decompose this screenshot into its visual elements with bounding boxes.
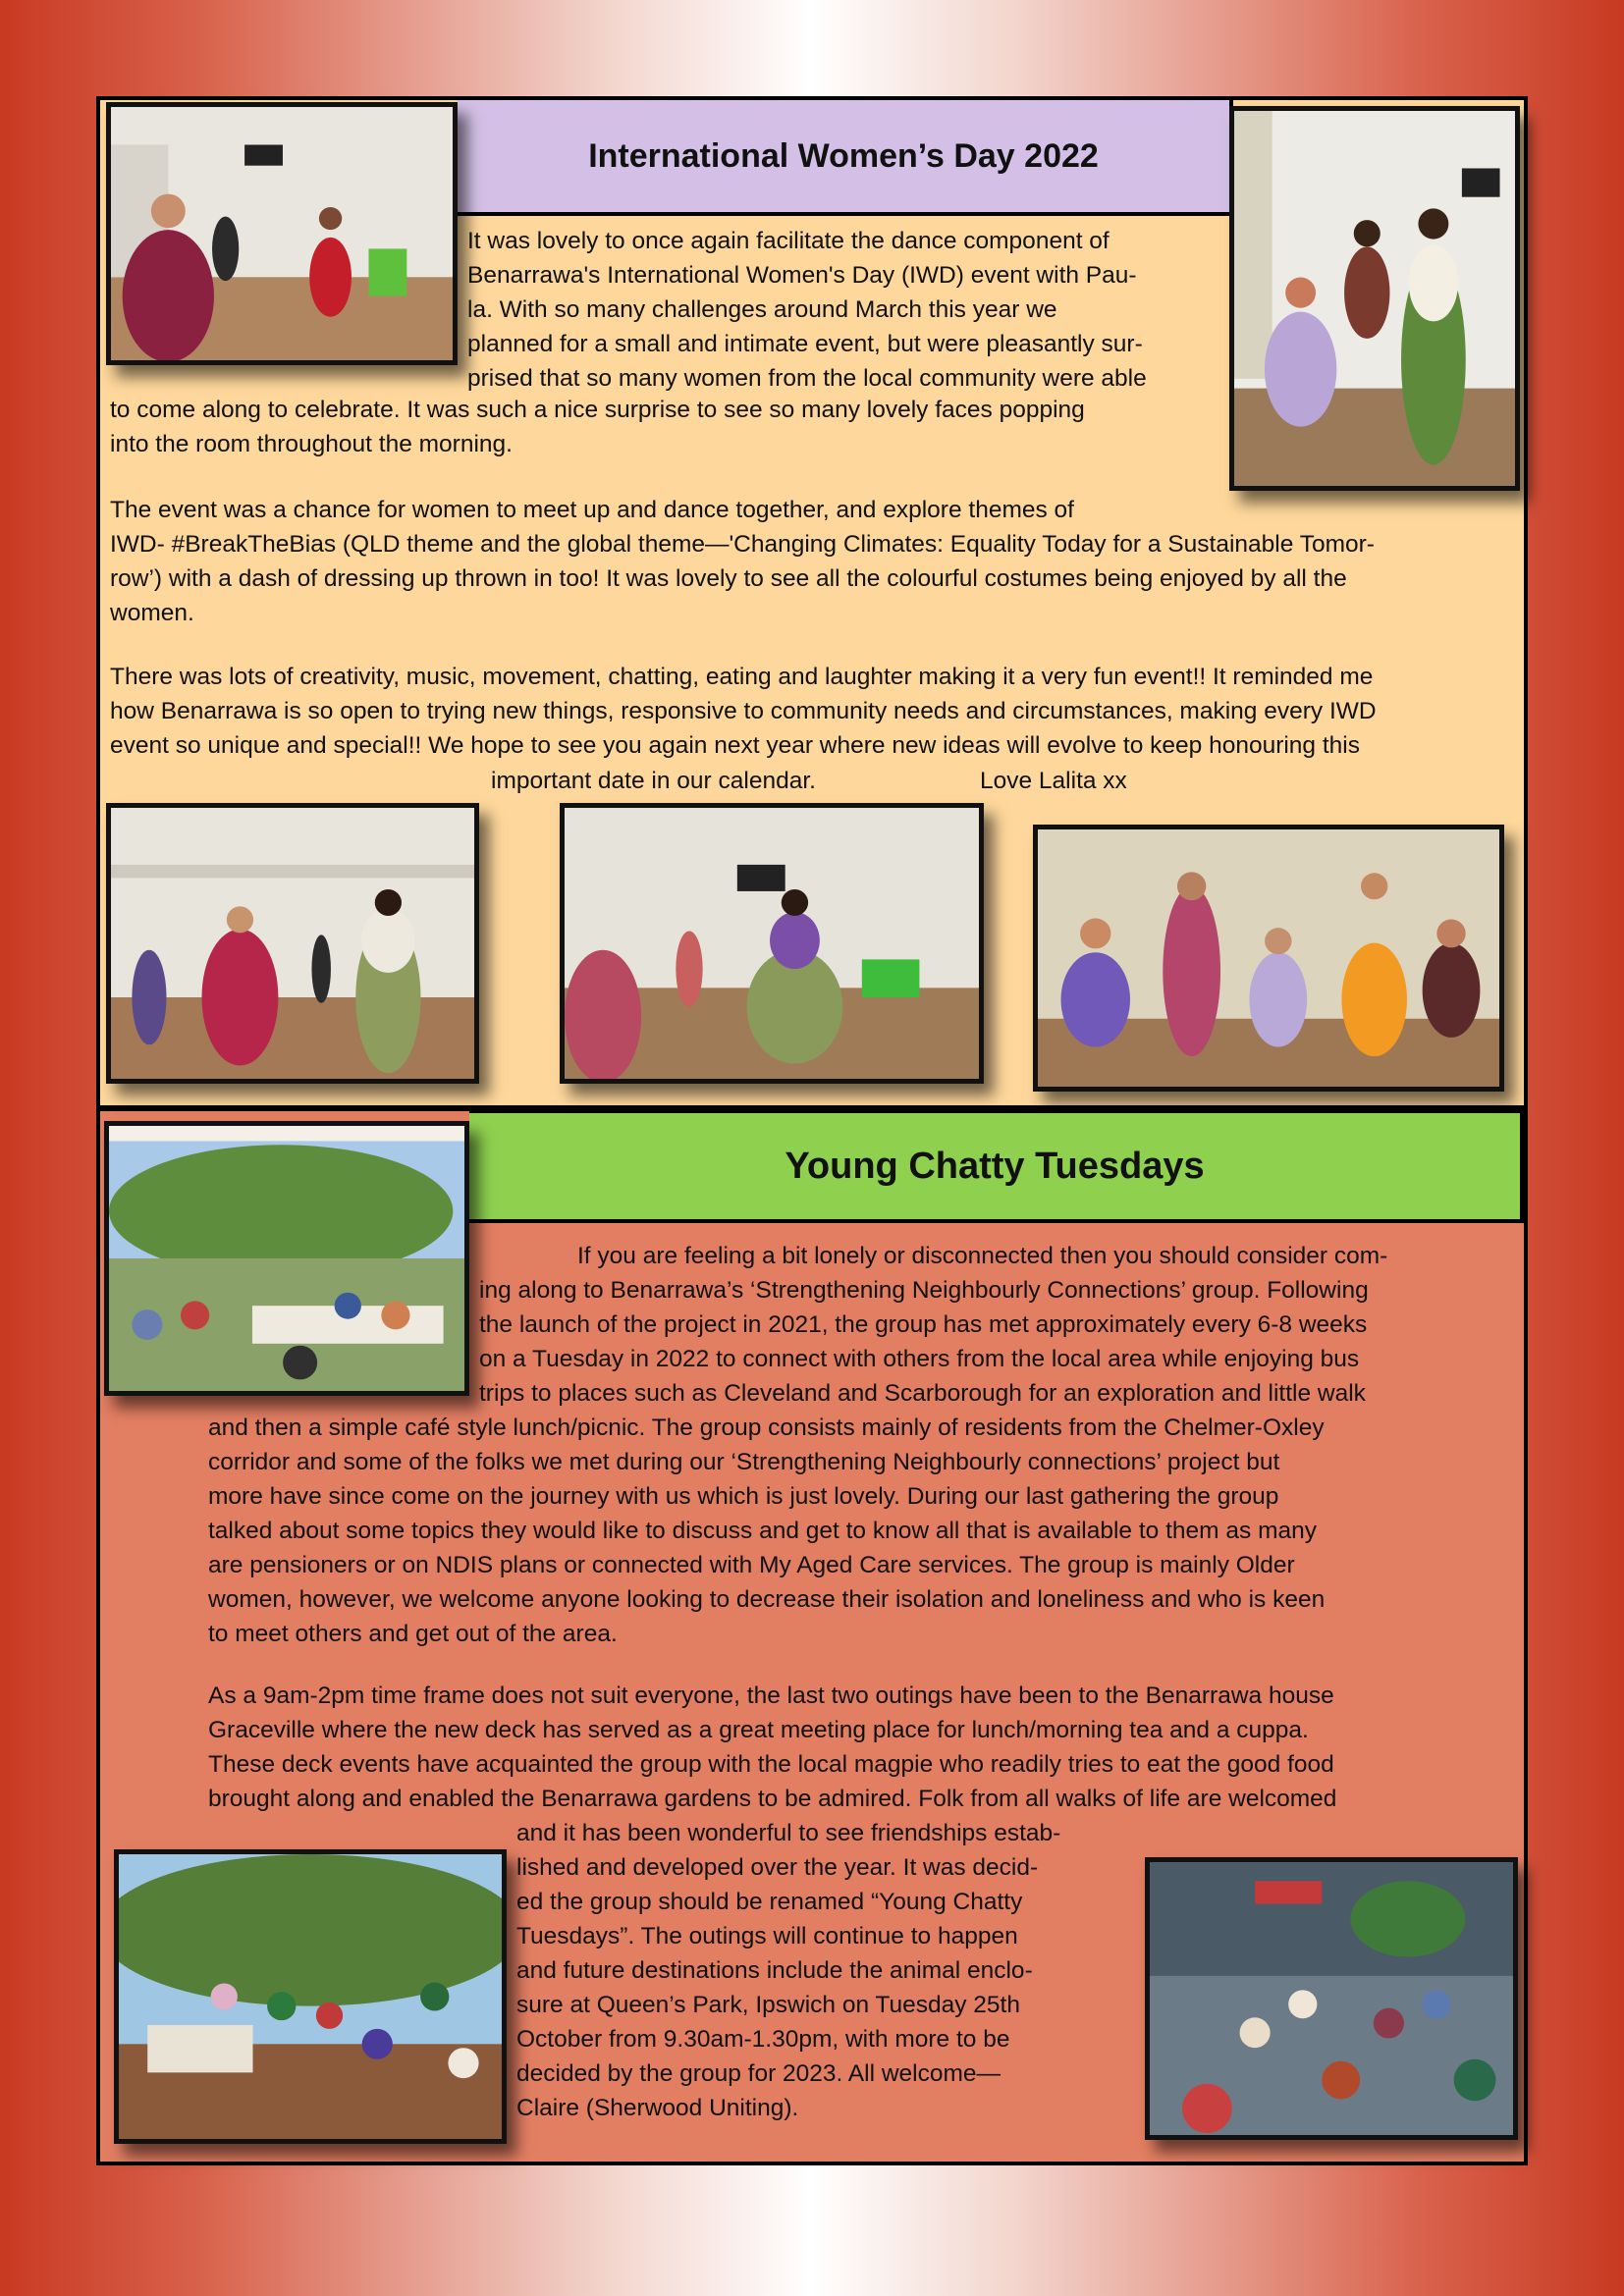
iwd-closing <box>491 764 816 798</box>
yct-photo-deck-lunch <box>114 1849 507 2144</box>
yct-photo-group-cafe <box>1145 1857 1518 2140</box>
yct-line: ed the group should be renamed “Young Chatty <box>516 1889 1023 1915</box>
iwd-line: IWD- #BreakTheBias (QLD theme and the global theme—'Changing Climates: Equality Today for a Sustainable Tomor- <box>110 531 1375 558</box>
iwd-photo-dance-circle <box>106 803 479 1084</box>
iwd-signoff-text: Love Lalita xx <box>980 768 1127 794</box>
yct-line: Tuesdays”. The outings will continue to happen <box>516 1923 1018 1949</box>
yct-line: decided by the group for 2023. All welcome— <box>516 2060 1001 2087</box>
yct-para1-wrap <box>479 1239 1512 1411</box>
yct-paragraph-3 <box>516 1816 1141 2125</box>
yct-line: talked about some topics they would like to discuss and get to know all that is available to them as many <box>208 1518 1317 1544</box>
iwd-line: The event was a chance for women to meet up and dance together, and explore themes of <box>110 497 1074 523</box>
yct-line: trips to places such as Cleveland and Scarborough for an exploration and little walk <box>479 1380 1366 1407</box>
iwd-photo-costumes <box>1033 825 1504 1092</box>
yct-line: October from 9.30am-1.30pm, with more to be <box>516 2026 1010 2053</box>
yct-line: to meet others and get out of the area. <box>208 1621 618 1647</box>
iwd-title <box>458 100 1233 216</box>
iwd-intro-full <box>110 393 1219 461</box>
yct-line: more have since come on the journey with us which is just lovely. During our last gathering the group <box>208 1483 1279 1510</box>
yct-line: corridor and some of the folks we met during our ‘Strengthening Neighbourly connections’ project but <box>208 1449 1280 1475</box>
yct-line: and then a simple café style lunch/picnic. The group consists mainly of residents from the Chelmer-Oxley <box>208 1415 1325 1441</box>
iwd-line: into the room throughout the morning. <box>110 431 513 457</box>
iwd-line: planned for a small and intimate event, but were pleasantly sur- <box>467 331 1143 357</box>
iwd-closing-text: important date in our calendar. <box>491 768 816 794</box>
yct-line: the launch of the project in 2021, the group has met approximately every 6-8 weeks <box>479 1311 1368 1338</box>
iwd-line: event so unique and special!! We hope to see you again next year where new ideas will evolve to keep honouring this <box>110 732 1360 759</box>
yct-line: on a Tuesday in 2022 to connect with others from the local area while enjoying bus <box>479 1346 1360 1372</box>
iwd-line: row’) with a dash of dressing up thrown in too! It was lovely to see all the colourful costumes being enjoyed by all the <box>110 565 1347 592</box>
iwd-line: la. With so many challenges around March this year we <box>467 296 1057 323</box>
iwd-title-text: International Women’s Day 2022 <box>588 136 1099 175</box>
iwd-intro-right <box>467 224 1223 396</box>
iwd-photo-belly-dance <box>560 803 984 1084</box>
iwd-line: women. <box>110 600 194 626</box>
iwd-line: There was lots of creativity, music, movement, chatting, eating and laughter making it a very fun event!! It reminded me <box>110 664 1374 690</box>
yct-line: women, however, we welcome anyone looking to decrease their isolation and loneliness and who is keen <box>208 1586 1326 1613</box>
yct-line: and future destinations include the animal enclo- <box>516 1957 1033 1984</box>
iwd-photo-women-dancing <box>1229 106 1520 491</box>
iwd-line: Benarrawa's International Women's Day (IWD) event with Pau- <box>467 262 1137 289</box>
iwd-paragraph-2 <box>110 493 1524 630</box>
yct-line: and it has been wonderful to see friendships estab- <box>516 1820 1061 1846</box>
yct-line: ing along to Benarrawa’s ‘Strengthening Neighbourly Connections’ group. Following <box>479 1277 1369 1304</box>
yct-title <box>469 1109 1524 1223</box>
yct-line: lished and developed over the year. It was decid- <box>516 1854 1039 1881</box>
yct-line: As a 9am-2pm time frame does not suit everyone, the last two outings have been to the Benarrawa house <box>208 1682 1334 1709</box>
iwd-line: prised that so many women from the local community were able <box>467 365 1147 392</box>
iwd-line: It was lovely to once again facilitate the dance component of <box>467 228 1110 254</box>
yct-line: These deck events have acquainted the group with the local magpie who readily tries to eat the good food <box>208 1751 1334 1778</box>
yct-paragraph-2 <box>208 1679 1520 1816</box>
yct-photo-outdoor-lunch <box>104 1121 469 1396</box>
yct-title-text: Young Chatty Tuesdays <box>785 1145 1205 1187</box>
iwd-line: how Benarrawa is so open to trying new things, responsive to community needs and circumstances, making every IWD <box>110 698 1377 724</box>
iwd-line: to come along to celebrate. It was such a nice surprise to see so many lovely faces popping <box>110 397 1085 423</box>
yct-line: Graceville where the new deck has served as a great meeting place for lunch/morning tea and a cuppa. <box>208 1717 1309 1743</box>
iwd-photo-dance-group <box>106 102 458 365</box>
yct-line: sure at Queen’s Park, Ipswich on Tuesday 25th <box>516 1992 1020 2018</box>
iwd-paragraph-3 <box>110 660 1524 763</box>
yct-line: Claire (Sherwood Uniting). <box>516 2095 799 2121</box>
yct-line: If you are feeling a bit lonely or disconnected then you should consider com- <box>577 1243 1388 1269</box>
yct-para1-full <box>208 1411 1514 1651</box>
iwd-signoff <box>980 764 1127 798</box>
yct-line: are pensioners or on NDIS plans or connected with My Aged Care services. The group is mainly Older <box>208 1552 1295 1578</box>
yct-line: brought along and enabled the Benarrawa gardens to be admired. Folk from all walks of life are welcomed <box>208 1786 1337 1812</box>
